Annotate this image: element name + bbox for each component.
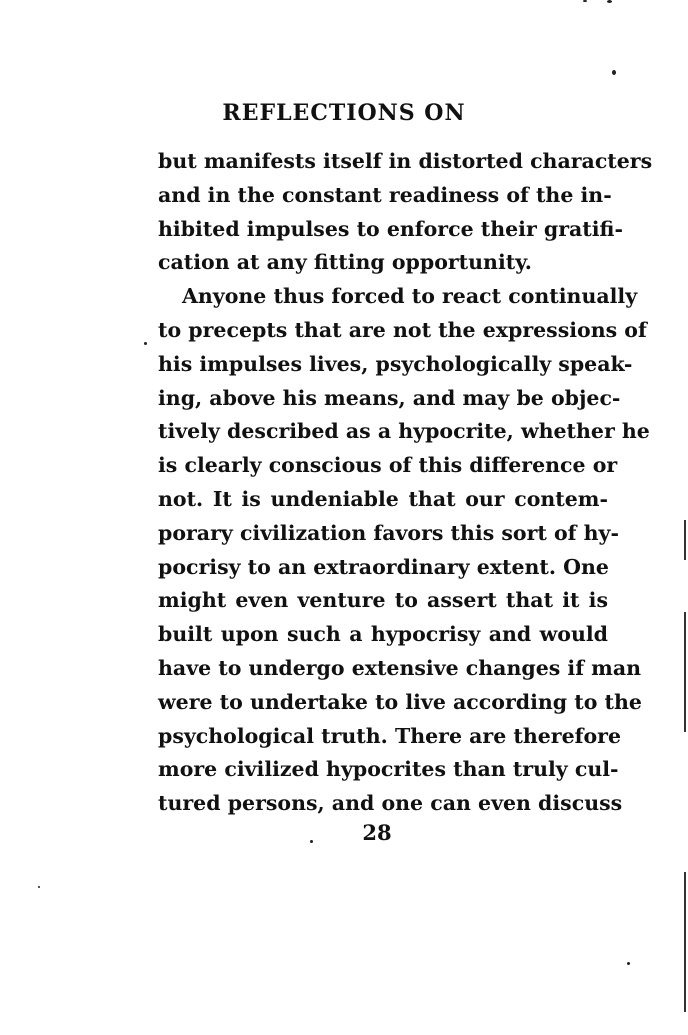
page-number: 28 [362, 820, 392, 845]
paragraph-1 [158, 145, 653, 280]
scan-edge-mark [684, 520, 686, 560]
text-line: built upon such a hypocrisy and would [158, 622, 608, 647]
text-line: cation at any fitting opportunity. [158, 250, 532, 275]
scan-edge-mark [684, 872, 686, 1012]
text-line: were to undertake to live according to the [158, 689, 642, 714]
text-line: ing, above his means, and may be objec- [158, 385, 621, 410]
text-line: tively described as a hypocrite, whether he [158, 419, 650, 444]
text-line: and in the constant readiness of the in- [158, 182, 612, 207]
text-line: more civilized hypocrites than truly cul- [158, 757, 619, 782]
text-line: Anyone thus forced to react continually [182, 284, 638, 309]
text-line: have to undergo extensive changes if man [158, 655, 642, 680]
scan-speck [144, 342, 147, 345]
text-line: hibited impulses to enforce their gratifi- [158, 216, 623, 241]
text-line: psychological truth. There are therefore [158, 723, 621, 748]
text-line: his impulses lives, psychologically speak- [158, 351, 633, 376]
scan-speck [310, 840, 313, 843]
body-text [158, 145, 653, 821]
text-line: porary civilization favors this sort of hy- [158, 520, 619, 545]
text-line: not. It is undeniable that our contem- [158, 486, 608, 511]
scan-speck [38, 886, 40, 888]
scan-speck [607, 0, 612, 3]
scan-speck [612, 70, 616, 75]
running-head: REFLECTIONS ON [222, 100, 466, 126]
scan-speck [583, 0, 587, 2]
text-line: but manifests itself in distorted characters [158, 149, 653, 173]
text-line: might even venture to assert that it is [158, 588, 608, 613]
scan-edge-mark [684, 612, 686, 732]
text-line: is clearly conscious of this difference or [158, 453, 618, 478]
scan-speck [627, 962, 630, 965]
text-line: pocrisy to an extraordinary extent. One [158, 554, 609, 579]
text-line: tured persons, and one can even discuss [158, 791, 623, 816]
paragraph-2 [158, 280, 650, 821]
text-line: to precepts that are not the expressions of [158, 317, 647, 342]
